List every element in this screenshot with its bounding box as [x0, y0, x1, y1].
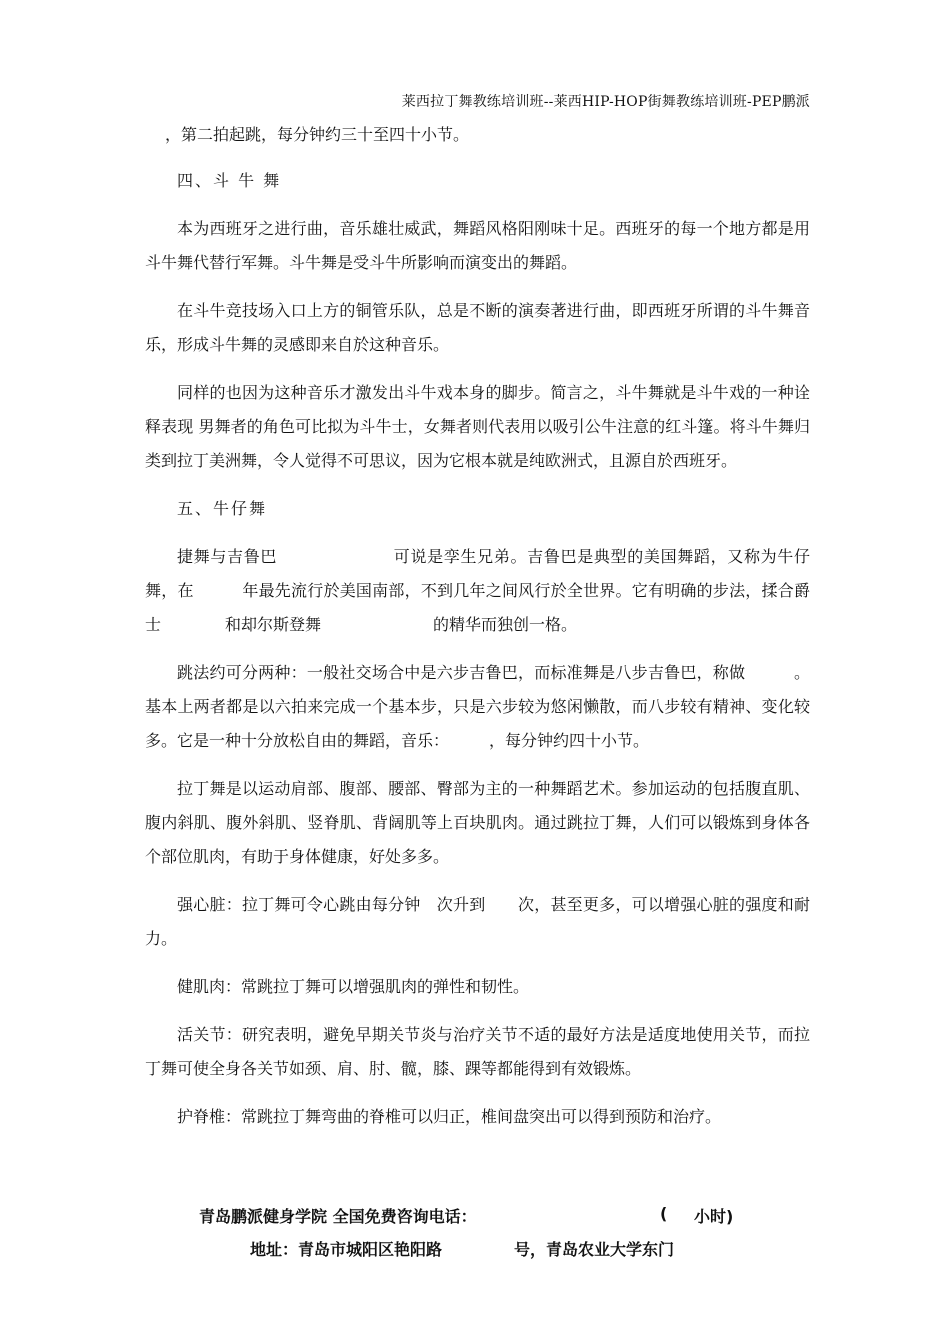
paragraph-jive-intro: 捷舞与吉鲁巴 可说是孪生兄弟。吉鲁巴是典型的美国舞蹈，又称为牛仔舞，在 年最先流行於美国南部，不到几年之间风行於全世界。它有明确的步法，揉合爵士 和却尔斯登舞 的精华而独创一格。 [145, 547, 810, 634]
paragraph-joints: 活关节：研究表明，避免早期关节炎与治疗关节不适的最好方法是适度地使用关节，而拉丁舞可使全身各关节如颈、肩、肘、髋，膝、踝等都能得到有效锻炼。 [145, 1025, 810, 1078]
paragraph-paso-doble-intro: 本为西班牙之进行曲，音乐雄壮威武，舞蹈风格阳刚味十足。西班牙的每一个地方都是用斗牛舞代替行军舞。斗牛舞是受斗牛所影响而演变出的舞蹈。 [145, 219, 810, 272]
paragraph-paso-doble-steps: 同样的也因为这种音乐才激发出斗牛戏本身的脚步。简言之，斗牛舞就是斗牛戏的一种诠释表现 男舞者的角色可比拟为斗牛士，女舞者则代表用以吸引公牛注意的红斗篷。将斗牛舞归类到拉丁美洲舞，令人觉得不可思议，因为它根本就是纯欧洲式，且源自於西班牙。 [145, 383, 810, 470]
paragraph-spine: 护脊椎：常跳拉丁舞弯曲的脊椎可以归正，椎间盘突出可以得到预防和治疗。 [177, 1107, 722, 1126]
footer-hours-close: 小时) [694, 1207, 734, 1226]
footer-address-number: 号，青岛农业大学东门 [514, 1240, 675, 1259]
document-body [145, 118, 810, 1148]
paragraph-continuation: ，第二拍起跳，每分钟约三十至四十小节。 [165, 125, 470, 144]
paragraph-jive-styles: 跳法约可分两种：一般社交场合中是六步吉鲁巴，而标准舞是八步吉鲁巴，称做 。基本上两者都是以六拍来完成一个基本步，只是六步较为悠闲懒散，而八步较有精神、变化较多。它是一种十分放松自由的舞蹈，音乐： ，每分钟约四十小节。 [145, 663, 810, 750]
footer-address-street: 地址：青岛市城阳区艳阳路 [250, 1240, 443, 1259]
section-heading-jive: 五、牛仔舞 [177, 499, 268, 518]
page-header: 莱西拉丁舞教练培训班--莱西HIP-HOP街舞教练培训班-PEP鹏派 [401, 94, 810, 110]
paragraph-paso-doble-music: 在斗牛竞技场入口上方的铜管乐队，总是不断的演奏著进行曲，即西班牙所谓的斗牛舞音乐，形成斗牛舞的灵感即来自於这种音乐。 [145, 301, 810, 354]
footer-hours-open: ( [660, 1204, 668, 1223]
paragraph-muscle: 健肌肉：常跳拉丁舞可以增强肌肉的弹性和韧性。 [177, 977, 530, 996]
section-heading-paso-doble: 四、斗 牛 舞 [177, 171, 282, 190]
paragraph-heart: 强心脏：拉丁舞可令心跳由每分钟 次升到 次，甚至更多，可以增强心脏的强度和耐力。 [145, 895, 810, 948]
paragraph-latin-benefits: 拉丁舞是以运动肩部、腹部、腰部、臀部为主的一种舞蹈艺术。参加运动的包括腹直肌、腹内斜肌、腹外斜肌、竖脊肌、背阔肌等上百块肌肉。通过跳拉丁舞，人们可以锻炼到身体各个部位肌肉，有助于身体健康，好处多多。 [145, 779, 810, 866]
footer-phone-label: 青岛鹏派健身学院 全国免费咨询电话： [199, 1207, 477, 1226]
